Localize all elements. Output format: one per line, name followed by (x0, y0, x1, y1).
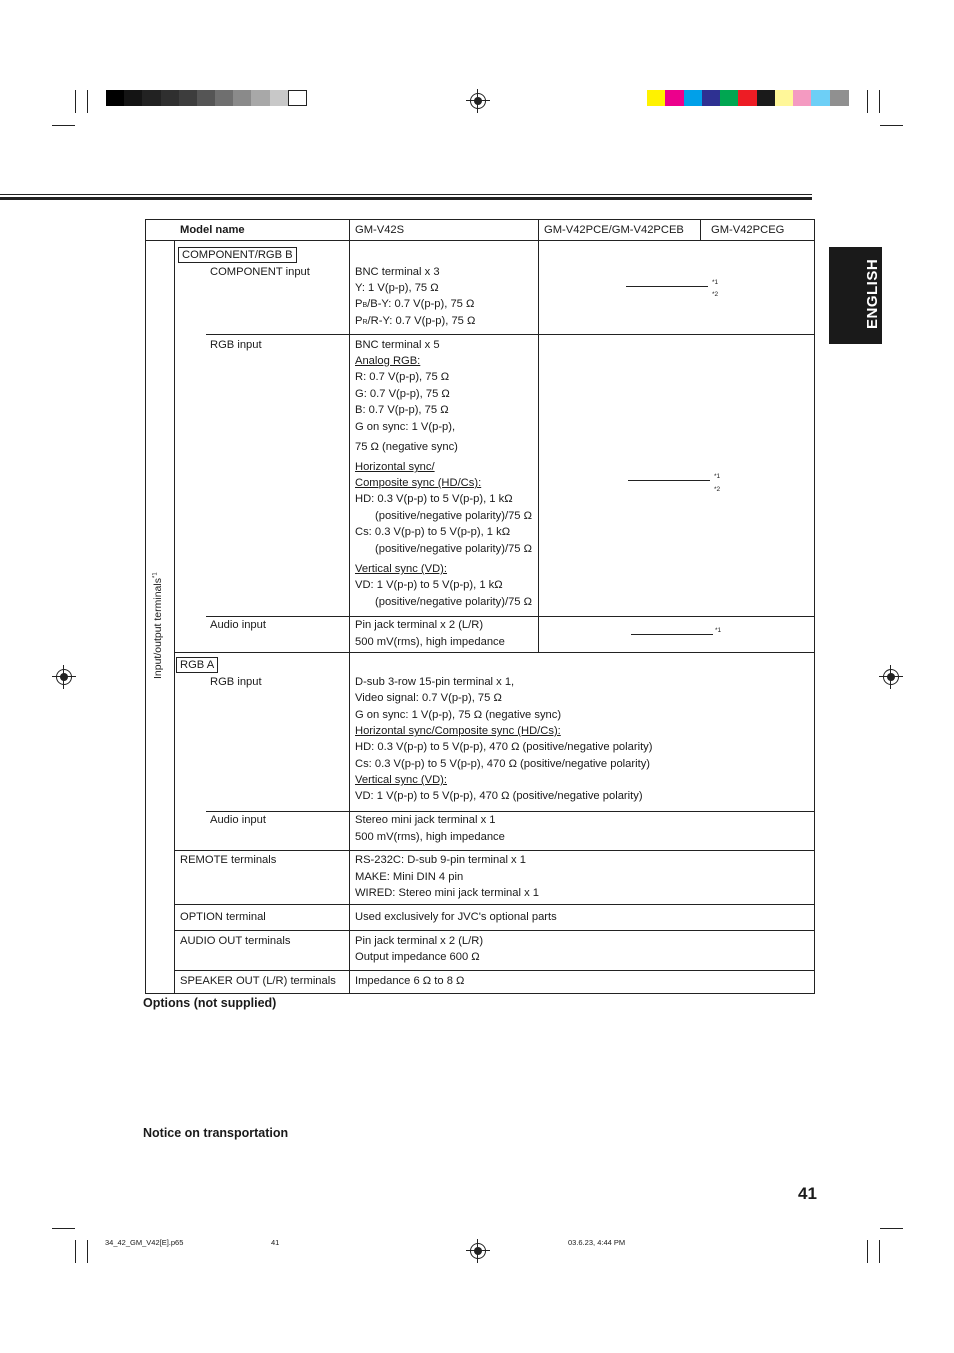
audio-b-input-label: Audio input (210, 619, 266, 631)
rgb-b-line: (positive/negative polarity)/75 Ω (375, 510, 532, 522)
same-as-line (626, 286, 708, 287)
speaker-out-label: SPEAKER OUT (L/R) terminals (180, 975, 336, 987)
crop-mark (879, 90, 880, 113)
crop-mark (75, 1240, 76, 1263)
top-rule (0, 194, 812, 195)
rgb-a-line: Vertical sync (VD): (355, 774, 448, 786)
registration-mark-icon (470, 93, 486, 109)
crop-mark (87, 1240, 88, 1263)
rgb-a-line: Horizontal sync/Composite sync (HD/Cs): (355, 725, 561, 737)
component-line: BNC terminal x 3 (355, 266, 440, 278)
rgb-a-input-label: RGB input (210, 676, 262, 688)
language-tab (829, 247, 882, 344)
option-terminal-label: OPTION terminal (180, 911, 266, 923)
rgb-b-line: Cs: 0.3 V(p-p) to 5 V(p-p), 1 kΩ (355, 526, 511, 538)
language-tab-label: ENGLISH (864, 258, 881, 329)
audio-out-label: AUDIO OUT terminals (180, 935, 291, 947)
audio-b-line: 500 mV(rms), high impedance (355, 636, 505, 648)
color-swatch (233, 90, 252, 106)
rgb-b-line: Composite sync (HD/Cs): (355, 477, 482, 489)
notice-heading: Notice on transportation (143, 1126, 289, 1140)
color-swatch (270, 90, 289, 106)
crop-mark (75, 90, 76, 113)
footer-file: 34_42_GM_V42[E].p65 (105, 1238, 184, 1247)
registration-mark-icon (56, 669, 72, 685)
crop-mark (87, 90, 88, 113)
footnote-mark: *1 (715, 627, 722, 634)
rgb-a-line: VD: 1 V(p-p) to 5 V(p-p), 470 Ω (positive/negative polarity) (355, 790, 643, 802)
color-swatch (775, 90, 794, 106)
input-output-terminals-label: Input/output terminals$^{*1}$ (152, 572, 164, 679)
footnote-mark: *2 (714, 486, 721, 493)
color-swatch (702, 90, 721, 106)
color-swatch (647, 90, 666, 106)
audio-a-line: Stereo mini jack terminal x 1 (355, 814, 496, 826)
footnote-mark: *2 (712, 291, 719, 298)
color-swatch (720, 90, 739, 106)
same-as-line (628, 480, 710, 481)
color-swatch (197, 90, 216, 106)
same-as-line (631, 634, 713, 635)
rgb-b-line: BNC terminal x 5 (355, 339, 440, 351)
color-swatch (179, 90, 198, 106)
rgb-b-line: G on sync: 1 V(p-p), (355, 421, 456, 433)
grayscale-bar (106, 90, 306, 106)
color-swatch (684, 90, 703, 106)
crop-mark (880, 125, 903, 126)
rgb-a-line: D-sub 3-row 15-pin terminal x 1, (355, 676, 515, 688)
model-gm-v42s: GM-V42S (355, 224, 405, 236)
color-swatch (757, 90, 776, 106)
registration-mark-icon (470, 1243, 486, 1259)
rgb-a-line: Video signal: 0.7 V(p-p), 75 Ω (355, 692, 502, 704)
rgb-b-line: Horizontal sync/ (355, 461, 435, 473)
rgb-b-line: G: 0.7 V(p-p), 75 Ω (355, 388, 450, 400)
remote-line: RS-232C: D-sub 9-pin terminal x 1 (355, 854, 526, 866)
speaker-out-line: Impedance 6 Ω to 8 Ω (355, 975, 465, 987)
component-rgb-b-box: COMPONENT/RGB B (178, 247, 297, 263)
registration-mark-icon (883, 669, 899, 685)
component-pb-line: PB/B-Y: 0.7 V(p-p), 75 Ω (355, 298, 475, 310)
color-swatch (161, 90, 180, 106)
rgb-a-line: HD: 0.3 V(p-p) to 5 V(p-p), 470 Ω (positive/negative polarity) (355, 741, 653, 753)
crop-mark (879, 1240, 880, 1263)
audio-b-line: Pin jack terminal x 2 (L/R) (355, 619, 484, 631)
footnote-mark: *1 (712, 279, 719, 286)
audio-a-input-label: Audio input (210, 814, 266, 826)
audio-out-line: Output impedance 600 Ω (355, 951, 480, 963)
color-swatch (288, 90, 307, 106)
footer-page: 41 (271, 1238, 280, 1247)
rgb-a-line: Cs: 0.3 V(p-p) to 5 V(p-p), 470 Ω (positive/negative polarity) (355, 758, 651, 770)
rgb-b-line: R: 0.7 V(p-p), 75 Ω (355, 371, 450, 383)
rgb-b-line: 75 Ω (negative sync) (355, 441, 458, 453)
audio-a-line: 500 mV(rms), high impedance (355, 831, 505, 843)
footnote-mark: *1 (714, 473, 721, 480)
rgb-b-line: Analog RGB: (355, 355, 421, 367)
rgb-b-input-label: RGB input (210, 339, 262, 351)
rgb-b-line: VD: 1 V(p-p) to 5 V(p-p), 1 kΩ (355, 579, 503, 591)
component-pr-line: PR/R-Y: 0.7 V(p-p), 75 Ω (355, 315, 476, 327)
color-swatch (738, 90, 757, 106)
crop-mark (880, 1228, 903, 1229)
remote-terminals-label: REMOTE terminals (180, 854, 277, 866)
rgb-b-line: HD: 0.3 V(p-p) to 5 V(p-p), 1 kΩ (355, 493, 513, 505)
crop-mark (867, 90, 868, 113)
rgb-a-box: RGB A (176, 657, 218, 673)
model-gm-v42pceg: GM-V42PCEG (711, 224, 785, 236)
crop-mark (52, 125, 75, 126)
component-line: Y: 1 V(p-p), 75 Ω (355, 282, 439, 294)
crop-mark (52, 1228, 75, 1229)
color-swatch (215, 90, 234, 106)
color-swatch (665, 90, 684, 106)
page-number: 41 (798, 1184, 817, 1203)
crop-mark (867, 1240, 868, 1263)
color-swatch (124, 90, 143, 106)
rgb-b-line: B: 0.7 V(p-p), 75 Ω (355, 404, 449, 416)
rgb-b-line: (positive/negative polarity)/75 Ω (375, 596, 532, 608)
rgb-b-line: Vertical sync (VD): (355, 563, 448, 575)
options-heading: Options (not supplied) (143, 996, 277, 1010)
footer-datetime: 03.6.23, 4:44 PM (568, 1238, 626, 1247)
remote-line: WIRED: Stereo mini jack terminal x 1 (355, 887, 540, 899)
color-swatch (106, 90, 125, 106)
color-swatch (251, 90, 270, 106)
model-gm-v42pce: GM-V42PCE/GM-V42PCEB (544, 224, 684, 236)
audio-out-line: Pin jack terminal x 2 (L/R) (355, 935, 484, 947)
top-rule-thick (0, 197, 812, 200)
remote-line: MAKE: Mini DIN 4 pin (355, 871, 464, 883)
color-swatch (793, 90, 812, 106)
rgb-b-line: (positive/negative polarity)/75 Ω (375, 543, 532, 555)
color-bar (647, 90, 848, 106)
color-swatch (142, 90, 161, 106)
option-line: Used exclusively for JVC's optional parts (355, 911, 557, 923)
color-swatch (811, 90, 830, 106)
color-swatch (830, 90, 849, 106)
component-input-label: COMPONENT input (210, 266, 310, 278)
model-name-header: Model name (180, 224, 245, 236)
rgb-a-line: G on sync: 1 V(p-p), 75 Ω (negative sync) (355, 709, 562, 721)
